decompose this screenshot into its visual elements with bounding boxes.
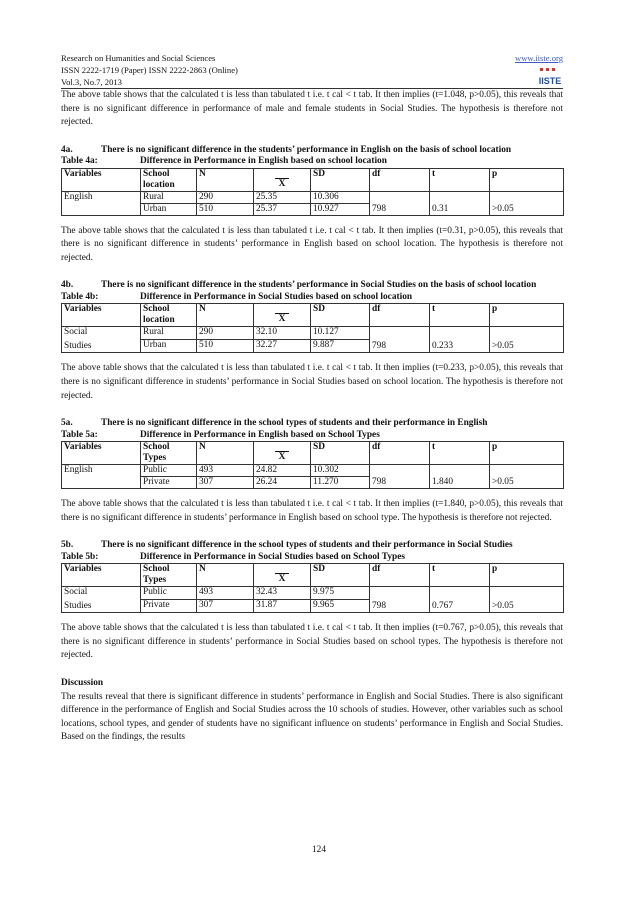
col-header-df: df bbox=[370, 304, 430, 327]
table-cell: Urban bbox=[141, 203, 197, 215]
hypothesis-text: There is no significant difference in the school types of students and their performance in English bbox=[101, 418, 488, 429]
variable-cell: Social Studies bbox=[62, 327, 141, 353]
table-cell: Public bbox=[141, 465, 197, 477]
col-header-sd: SD bbox=[311, 564, 370, 587]
hypothesis-number: 5a. bbox=[61, 418, 73, 429]
table-title: Difference in Performance in English based on School Types bbox=[140, 429, 380, 440]
table-cell: 31.87 bbox=[254, 600, 311, 613]
table-cell: 290 bbox=[197, 327, 254, 340]
running-header bbox=[61, 52, 563, 89]
table-cell: 11.270 bbox=[311, 477, 370, 489]
col-header-variables: Variables bbox=[62, 442, 141, 465]
table-row bbox=[62, 191, 564, 203]
table-cell: 32.10 bbox=[254, 327, 311, 340]
results-table bbox=[61, 168, 564, 216]
table-cell: 10.306 bbox=[311, 191, 370, 203]
table-caption bbox=[61, 430, 563, 442]
hypothesis-section bbox=[61, 417, 563, 539]
table-cell: 32.43 bbox=[254, 587, 311, 600]
variable-cell: English bbox=[62, 465, 141, 489]
col-header-school: School location bbox=[141, 304, 197, 327]
table-cell: 10.127 bbox=[311, 327, 370, 340]
table-cell: 493 bbox=[197, 465, 254, 477]
p-cell: >0.05 bbox=[490, 327, 564, 353]
table-title: Difference in Performance in English based on school location bbox=[140, 156, 387, 167]
col-header-n: N bbox=[197, 442, 254, 465]
col-header-school: School Types bbox=[141, 564, 197, 587]
header-rule bbox=[61, 88, 563, 89]
t-cell: 0.233 bbox=[430, 327, 490, 353]
table-cell: Rural bbox=[141, 327, 197, 340]
t-cell: 0.31 bbox=[430, 191, 490, 215]
results-table bbox=[61, 563, 564, 613]
table-cell: 510 bbox=[197, 340, 254, 353]
table-cell: 26.24 bbox=[254, 477, 311, 489]
results-table bbox=[61, 441, 564, 489]
table-cell: 510 bbox=[197, 203, 254, 215]
col-header-school: School Types bbox=[141, 442, 197, 465]
hypothesis-text: There is no significant difference in the students’ performance in English on the basis of school location bbox=[101, 144, 512, 155]
hypothesis-statement bbox=[61, 279, 563, 291]
table-conclusion: The above table shows that the calculated t is less than tabulated t i.e. t cal < t tab. It then implies (t=0.767, p>0.05), this reveals that there is no significant difference in students’ performance in Social Studies based on school types. The hypothesis is therefore not rejected. bbox=[61, 623, 563, 661]
col-header-variables: Variables bbox=[62, 304, 141, 327]
issn-line: ISSN 2222-1719 (Paper) ISSN 2222-2863 (Online) bbox=[61, 65, 238, 75]
results-table bbox=[61, 303, 564, 353]
col-header-p: p bbox=[490, 168, 564, 191]
col-header-t: t bbox=[430, 304, 490, 327]
table-label: Table 5a: bbox=[61, 429, 98, 440]
col-header-variables: Variables bbox=[62, 168, 141, 191]
col-header-p: p bbox=[490, 564, 564, 587]
table-cell: 32.27 bbox=[254, 340, 311, 353]
table-row bbox=[62, 465, 564, 477]
table-caption bbox=[61, 552, 563, 564]
table-conclusion: The above table shows that the calculated t is less than tabulated t i.e. t cal < t tab. It then implies (t=0.31, p>0.05), this reveals that there is no significant difference in students’ performance in English based on school location. The hypothesis is therefore not rejected. bbox=[61, 225, 563, 263]
col-header-n: N bbox=[197, 304, 254, 327]
col-header-p: p bbox=[490, 442, 564, 465]
hypothesis-text: There is no significant difference in the students’ performance in Social Studies on the basis of school location bbox=[101, 280, 537, 291]
table-cell: 9.887 bbox=[311, 340, 370, 353]
table-cell: Rural bbox=[141, 191, 197, 203]
variable-cell: English bbox=[62, 191, 141, 215]
df-cell: 798 bbox=[370, 465, 430, 489]
table-label: Table 4a: bbox=[61, 156, 98, 167]
table-conclusion: The above table shows that the calculated t is less than tabulated t i.e. t cal < t tab. It then implies (t=1.840, p>0.05), this reveals that there is no significant difference in students’ performance in English based on school type. The hypothesis is therefore not rejected. bbox=[61, 499, 563, 523]
discussion-section bbox=[61, 677, 563, 745]
table-cell: 290 bbox=[197, 191, 254, 203]
table-title: Difference in Performance in Social Studies based on school location bbox=[140, 291, 413, 302]
page-number: 124 bbox=[311, 845, 326, 855]
col-header-mean: X bbox=[254, 442, 311, 465]
intro-paragraph: The above table shows that the calculated t is less than tabulated t i.e. t cal < t tab. It then implies (t=1.048, p>0.05), this reveals that there is no significant difference in performance of male and female students in Social Studies. The hypothesis is therefore not rejected. bbox=[61, 90, 563, 128]
table-title: Difference in Performance in Social Studies based on School Types bbox=[140, 551, 405, 562]
col-header-mean: X bbox=[254, 564, 311, 587]
variable-cell: Social Studies bbox=[62, 587, 141, 613]
df-cell: 798 bbox=[370, 191, 430, 215]
journal-url-link[interactable]: www.iiste.org bbox=[515, 53, 563, 63]
iiste-logo-icon bbox=[537, 67, 563, 89]
table-label: Table 4b: bbox=[61, 291, 99, 302]
table-cell: 9.975 bbox=[311, 587, 370, 600]
table-cell: 493 bbox=[197, 587, 254, 600]
col-header-n: N bbox=[197, 168, 254, 191]
df-cell: 798 bbox=[370, 587, 430, 613]
table-cell: 307 bbox=[197, 477, 254, 489]
hypothesis-number: 5b. bbox=[61, 540, 74, 551]
col-header-t: t bbox=[430, 564, 490, 587]
col-header-n: N bbox=[197, 564, 254, 587]
hypothesis-text: There is no significant difference in the school types of students and their performance in Social Studies bbox=[101, 540, 513, 551]
col-header-sd: SD bbox=[311, 304, 370, 327]
discussion-heading: Discussion bbox=[61, 677, 104, 688]
hypothesis-number: 4b. bbox=[61, 280, 74, 291]
col-header-df: df bbox=[370, 168, 430, 191]
p-cell: >0.05 bbox=[490, 587, 564, 613]
col-header-p: p bbox=[490, 304, 564, 327]
page bbox=[61, 52, 563, 745]
table-cell: Private bbox=[141, 600, 197, 613]
col-header-sd: SD bbox=[311, 442, 370, 465]
table-cell: Private bbox=[141, 477, 197, 489]
col-header-df: df bbox=[370, 564, 430, 587]
table-cell: Urban bbox=[141, 340, 197, 353]
p-cell: >0.05 bbox=[490, 465, 564, 489]
col-header-variables: Variables bbox=[62, 564, 141, 587]
table-row bbox=[62, 587, 564, 600]
table-header-row bbox=[62, 304, 564, 327]
journal-name: Research on Humanities and Social Sciences bbox=[61, 53, 216, 63]
hypothesis-statement bbox=[61, 539, 563, 551]
df-cell: 798 bbox=[370, 327, 430, 353]
col-header-school: School location bbox=[141, 168, 197, 191]
hypothesis-section bbox=[61, 539, 563, 677]
hypothesis-statement bbox=[61, 417, 563, 429]
col-header-mean: X bbox=[254, 168, 311, 191]
hypothesis-section bbox=[61, 144, 563, 280]
table-cell: 24.82 bbox=[254, 465, 311, 477]
table-header-row bbox=[62, 442, 564, 465]
hypothesis-statement bbox=[61, 144, 563, 156]
hypothesis-section bbox=[61, 279, 563, 417]
table-cell: 25.35 bbox=[254, 191, 311, 203]
t-cell: 1.840 bbox=[430, 465, 490, 489]
hypothesis-sections bbox=[61, 144, 563, 677]
table-cell: Public bbox=[141, 587, 197, 600]
table-header-row bbox=[62, 564, 564, 587]
svg-text:IISTE: IISTE bbox=[538, 76, 562, 86]
table-cell: 10.302 bbox=[311, 465, 370, 477]
t-cell: 0.767 bbox=[430, 587, 490, 613]
table-cell: 307 bbox=[197, 600, 254, 613]
table-conclusion: The above table shows that the calculated t is less than tabulated t i.e. t cal < t tab. It then implies (t=0.233, p>0.05), this reveals that there is no significant difference in students’ performance in Social Studies based on school location. The hypothesis is therefore not rejected. bbox=[61, 363, 563, 401]
table-caption bbox=[61, 292, 563, 304]
col-header-mean: X bbox=[254, 304, 311, 327]
hypothesis-number: 4a. bbox=[61, 144, 73, 155]
table-row bbox=[62, 327, 564, 340]
table-caption bbox=[61, 156, 563, 168]
col-header-t: t bbox=[430, 442, 490, 465]
col-header-df: df bbox=[370, 442, 430, 465]
volume-line: Vol.3, No.7, 2013 bbox=[61, 77, 122, 87]
p-cell: >0.05 bbox=[490, 191, 564, 215]
col-header-t: t bbox=[430, 168, 490, 191]
discussion-text: The results reveal that there is significant difference in students’ performance in English and Social Studies. There is also significant difference in the performance of English and Social Studies across the 10 schools of studies. However, other variables such as school locations, school types, and gender of students have no significant influence on students’ performance in English and Social Studies. Based on the findings, the results bbox=[61, 691, 563, 743]
table-cell: 25.37 bbox=[254, 203, 311, 215]
table-cell: 9.965 bbox=[311, 600, 370, 613]
table-cell: 10.927 bbox=[311, 203, 370, 215]
col-header-sd: SD bbox=[311, 168, 370, 191]
table-header-row bbox=[62, 168, 564, 191]
table-label: Table 5b: bbox=[61, 551, 99, 562]
